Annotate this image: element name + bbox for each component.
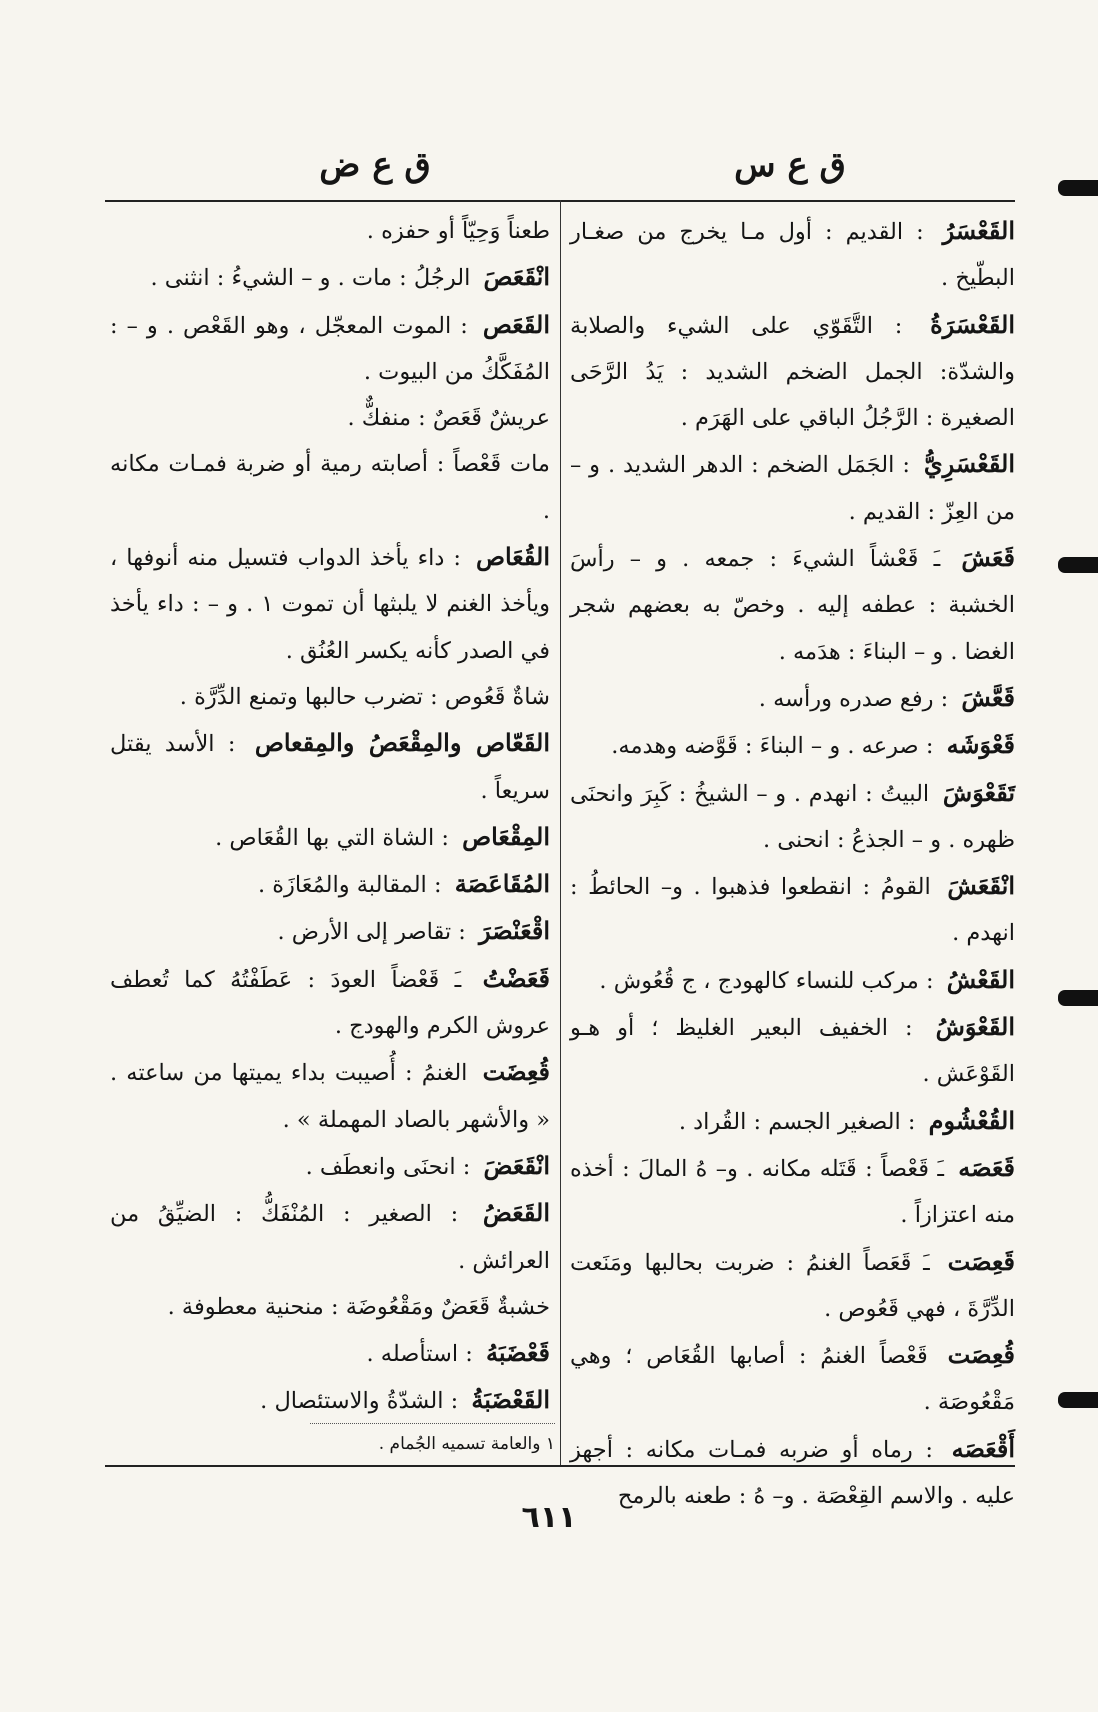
entry-definition: : الجَمَل الضخم : الدهر الشديد . و – من العِزّ : القديم . [570, 452, 1015, 525]
entry-headword: القَعْسَرُ [942, 216, 1016, 245]
entry-definition: : الموت المعجّل ، وهو القَعْص . و – : المُفَكَّكُ من البيوت . [110, 312, 550, 385]
entry-definition: : الأسد يقتل سريعاً . [110, 731, 550, 804]
entry-definition: ـَ قَعَصاً الغنمُ : ضربت بحالبها ومَنَعت الدِّرَّةَ ، فهي قَعُوص . [570, 1249, 1015, 1322]
entry-headword: القَعَص [482, 309, 551, 339]
dictionary-entry [110, 1284, 550, 1330]
dictionary-entry [570, 1426, 1015, 1520]
entry-headword: قَعْضَبَهُ [486, 1338, 550, 1368]
right-column [570, 208, 1015, 1519]
dictionary-entry [110, 1330, 550, 1377]
entry-definition: : الصغير الجسم : القُراد . [678, 1108, 916, 1135]
entry-headword: انْقَعَصَ [483, 262, 550, 292]
left-column [110, 208, 550, 1425]
entry-headword: القُعْشُوم [928, 1105, 1015, 1135]
bottom-rule [105, 1465, 1015, 1467]
dictionary-entry [110, 814, 550, 861]
entry-definition: ـَ قَعْصاً : قَتَله مكانه . و– هُ المالَ : أخذه منه اعتزازاً . [570, 1155, 1015, 1229]
entry-headword: القَعْشُ [946, 964, 1015, 994]
entry-headword: المِقْعَاص [462, 821, 550, 851]
dictionary-entry [110, 720, 550, 814]
entry-headword: قَعَشَ [961, 543, 1016, 573]
dictionary-entry [570, 208, 1015, 302]
entry-headword: القَعْسَرَةُ [930, 309, 1015, 339]
dictionary-entry [110, 674, 550, 720]
dictionary-entry [110, 908, 550, 955]
entry-definition: : انحنَى وانعطَف . [305, 1153, 471, 1180]
dictionary-entry [570, 675, 1015, 722]
entry-definition: ـَ قَعْضاً العودَ : عَطَفْتُهُ كما تُعطف عروش الكرم والهودج . [110, 966, 550, 1040]
entry-definition: طعناً وَحِيّاً أو حفزه . [366, 218, 550, 244]
dictionary-entry [570, 535, 1015, 675]
entry-definition: : الشاة التي بها القُعَاص . [215, 824, 449, 851]
entry-headword: القَعْوَشُ [935, 1012, 1015, 1042]
entry-definition: مات قَعْصاً : أصابته رمية أو ضربة فمـات مكانه . [110, 451, 550, 524]
entry-definition: : الصغير : المُنْفَكُّ : الضيِّقُ من العرائش . [110, 1201, 550, 1274]
dictionary-entry [110, 254, 550, 301]
dictionary-entry [570, 302, 1015, 442]
entry-headword: القَعْسَرِيُّ [923, 449, 1015, 479]
entry-definition: : رماه أو ضربه فمـات مكانه : أجهز عليه . والاسم القِعْصَة . و– هُ : طعنه بالرمح [570, 1436, 1015, 1510]
dictionary-entry [570, 1098, 1015, 1145]
dictionary-entry [110, 441, 550, 534]
entry-definition: ـَ قَعْشاً الشيءَ : جمعه . و – رأسَ الخشبة : عطفه إليه . وخصّ به بعضهم شجر الغضا . و – البناءَ : هدَمه . [570, 546, 1015, 665]
footnote: ١ والعامة تسميه الجُمام . [378, 1434, 555, 1454]
entry-headword: اقْعَنْصَرَ [478, 916, 550, 946]
dictionary-entry [570, 1004, 1015, 1098]
dictionary-entry [110, 861, 550, 908]
entry-definition: الغنمُ : أُصيبت بداء يميتها من ساعته . « والأشهر بالصاد المهملة » . [110, 1060, 550, 1133]
entry-headword: القُعَاص [475, 542, 550, 572]
entry-headword: القَعَضُ [482, 1198, 550, 1228]
entry-definition: : صرعه . و – البناءَ : قَوَّضه وهدمه. [611, 733, 934, 760]
dictionary-entry [110, 1377, 550, 1424]
entry-headword: القَعْضَبَةُ [471, 1385, 550, 1415]
dictionary-entry [570, 441, 1015, 535]
entry-headword: قَعْوَشَه [946, 730, 1015, 760]
entry-definition: : استأصله . [366, 1341, 473, 1368]
entry-headword: انْقَعَشَ [947, 871, 1015, 901]
footnote-rule [310, 1423, 555, 1424]
entry-definition: شاةٌ قَعُوص : تضرب حالبها وتمنع الدِّرَّة . [179, 683, 550, 710]
dictionary-entry [110, 956, 550, 1050]
entry-definition: : داء يأخذ الدواب فتسيل منه أنوفها ، ويأخذ الغنم لا يلبثها أن تموت ١ . و – : داء يأخذ في الصدر كأنه يكسر العُنُق . [110, 545, 550, 664]
entry-headword: قَعَضْتُ [482, 963, 550, 993]
dictionary-entry [110, 395, 550, 441]
entry-headword: انْقَعَضَ [483, 1150, 550, 1180]
entry-definition: : الخفيف البعير الغليظ ؛ أو هـو القَوْعَش . [570, 1015, 1015, 1088]
dictionary-entry [110, 302, 550, 396]
entry-headword: قُعِضَت [482, 1057, 550, 1087]
entry-headword: قَعَّشَ [961, 682, 1015, 712]
dictionary-entry [570, 957, 1015, 1004]
entry-definition: : مركب للنساء كالهودج ، ج قُعُوش . [599, 967, 934, 994]
dictionary-entry [110, 1190, 550, 1284]
entry-definition: قَعْصاً الغنمُ : أصابها القُعَاص ؛ وهي مَقْعُوصَة . [570, 1343, 1015, 1416]
entry-definition: البيتُ : انهدم . و – الشيخُ : كَبِرَ وانحنَى ظهره . و – الجذعُ : انحنى . [570, 780, 1015, 853]
dictionary-entry [570, 722, 1015, 769]
entry-headword: قَعِصَت [947, 1246, 1015, 1276]
entry-definition: : القديم : أول مـا يخرج من صغـار البطّيخ . [570, 219, 1015, 292]
entry-definition: القومُ : انقطعوا فذهبوا . و– الحائطُ : انهدم . [570, 874, 1015, 947]
thumb-index-mark [1058, 1392, 1098, 1408]
entry-headword: أَقْعَصَه [951, 1433, 1016, 1463]
dictionary-entry [570, 1145, 1015, 1239]
thumb-index-mark [1058, 557, 1098, 573]
entry-definition: : المقالبة والمُعَازَة . [257, 872, 442, 899]
entry-headword: قَعَصَه [958, 1152, 1015, 1182]
entry-definition: : تقاصر إلى الأرض . [277, 919, 466, 946]
entry-headword: القَعّاص والمِقْعَصُ والمِقعاص [254, 728, 550, 758]
column-divider [560, 200, 561, 1465]
dictionary-entry [110, 534, 550, 674]
entry-definition: خشبةٌ قَعَضٌ ومَقْعُوضَة : منحنية معطوفة . [167, 1293, 550, 1320]
dictionary-entry [570, 863, 1015, 957]
header-root-right: ق ع س [734, 145, 846, 185]
entry-definition: : الشدّةُ والاستئصال . [260, 1388, 459, 1415]
entry-headword: قُعِصَت [947, 1340, 1015, 1370]
entry-definition: : رفع صدره ورأسه . [758, 685, 949, 712]
thumb-index-mark [1058, 990, 1098, 1006]
entry-definition: عريشٌ قَعَصٌ : منفكٌّ . [347, 405, 550, 432]
entry-definition: : التَّقَوّي على الشيء والصلابة والشدّة: الجمل الضخم الشديد : يَدُ الرَّحَى الصغيرة : الرَّجُلُ الباقي على الهَرَم . [570, 312, 1015, 432]
entry-definition: الرجُلُ : مات . و – الشيءُ : انثنى . [150, 265, 471, 292]
entry-headword: المُقَاعَصَة [454, 869, 550, 899]
header-root-left: ق ع ض [319, 145, 431, 185]
dictionary-entry [570, 1239, 1015, 1333]
dictionary-entry [110, 208, 550, 254]
dictionary-entry [570, 770, 1015, 864]
thumb-index-mark [1058, 180, 1098, 196]
page-number: ٦١١ [521, 1500, 577, 1535]
dictionary-entry [110, 1143, 550, 1190]
dictionary-entry [110, 1049, 550, 1143]
dictionary-entry [570, 1332, 1015, 1426]
entry-headword: تَقَعْوَشَ [942, 777, 1016, 807]
